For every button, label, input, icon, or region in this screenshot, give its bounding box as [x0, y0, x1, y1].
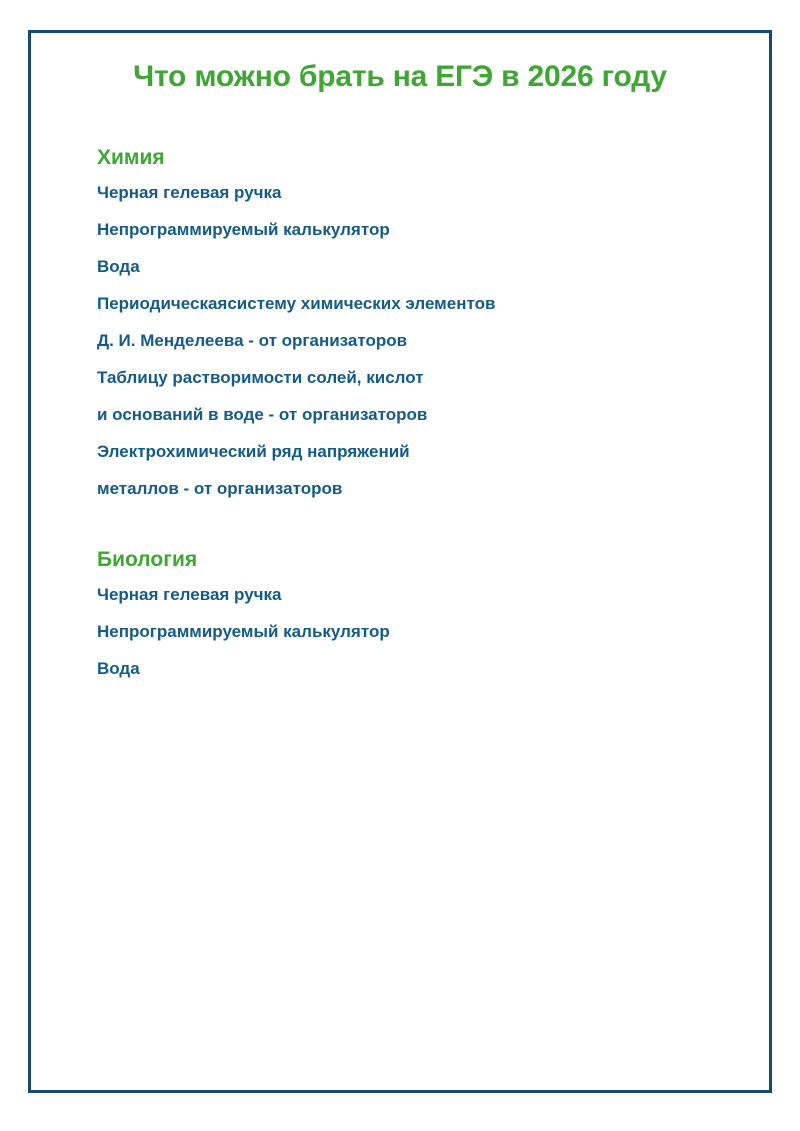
- list-item: Д. И. Менделеева - от организаторов: [97, 331, 408, 351]
- section-heading-chemistry: Химия: [97, 146, 165, 169]
- section-heading-biology: Биология: [97, 548, 198, 572]
- document-content: [75, 101, 725, 677]
- list-item: Черная гелевая ручка: [97, 585, 282, 605]
- document-frame: [28, 30, 772, 1093]
- list-item: Непрограммируемый калькулятор: [97, 622, 390, 642]
- list-item: Непрограммируемый калькулятор: [97, 220, 390, 240]
- list-item: металлов - от организаторов: [97, 479, 343, 499]
- list-item: Периодическаясистему химических элементов: [97, 294, 496, 314]
- section-biology: [97, 547, 725, 677]
- list-item: Электрохимический ряд напряжений: [97, 442, 410, 462]
- list-item: и оснований в воде - от организаторов: [97, 405, 428, 425]
- list-item: Вода: [97, 659, 140, 679]
- list-item: Таблицу растворимости солей, кислот: [97, 368, 424, 388]
- list-item: Вода: [97, 257, 140, 277]
- page-title: Что можно брать на ЕГЭ в 2026 году: [133, 60, 667, 93]
- list-item: Черная гелевая ручка: [97, 183, 282, 203]
- section-divider-spacer: [97, 525, 725, 547]
- section-chemistry: [97, 145, 725, 497]
